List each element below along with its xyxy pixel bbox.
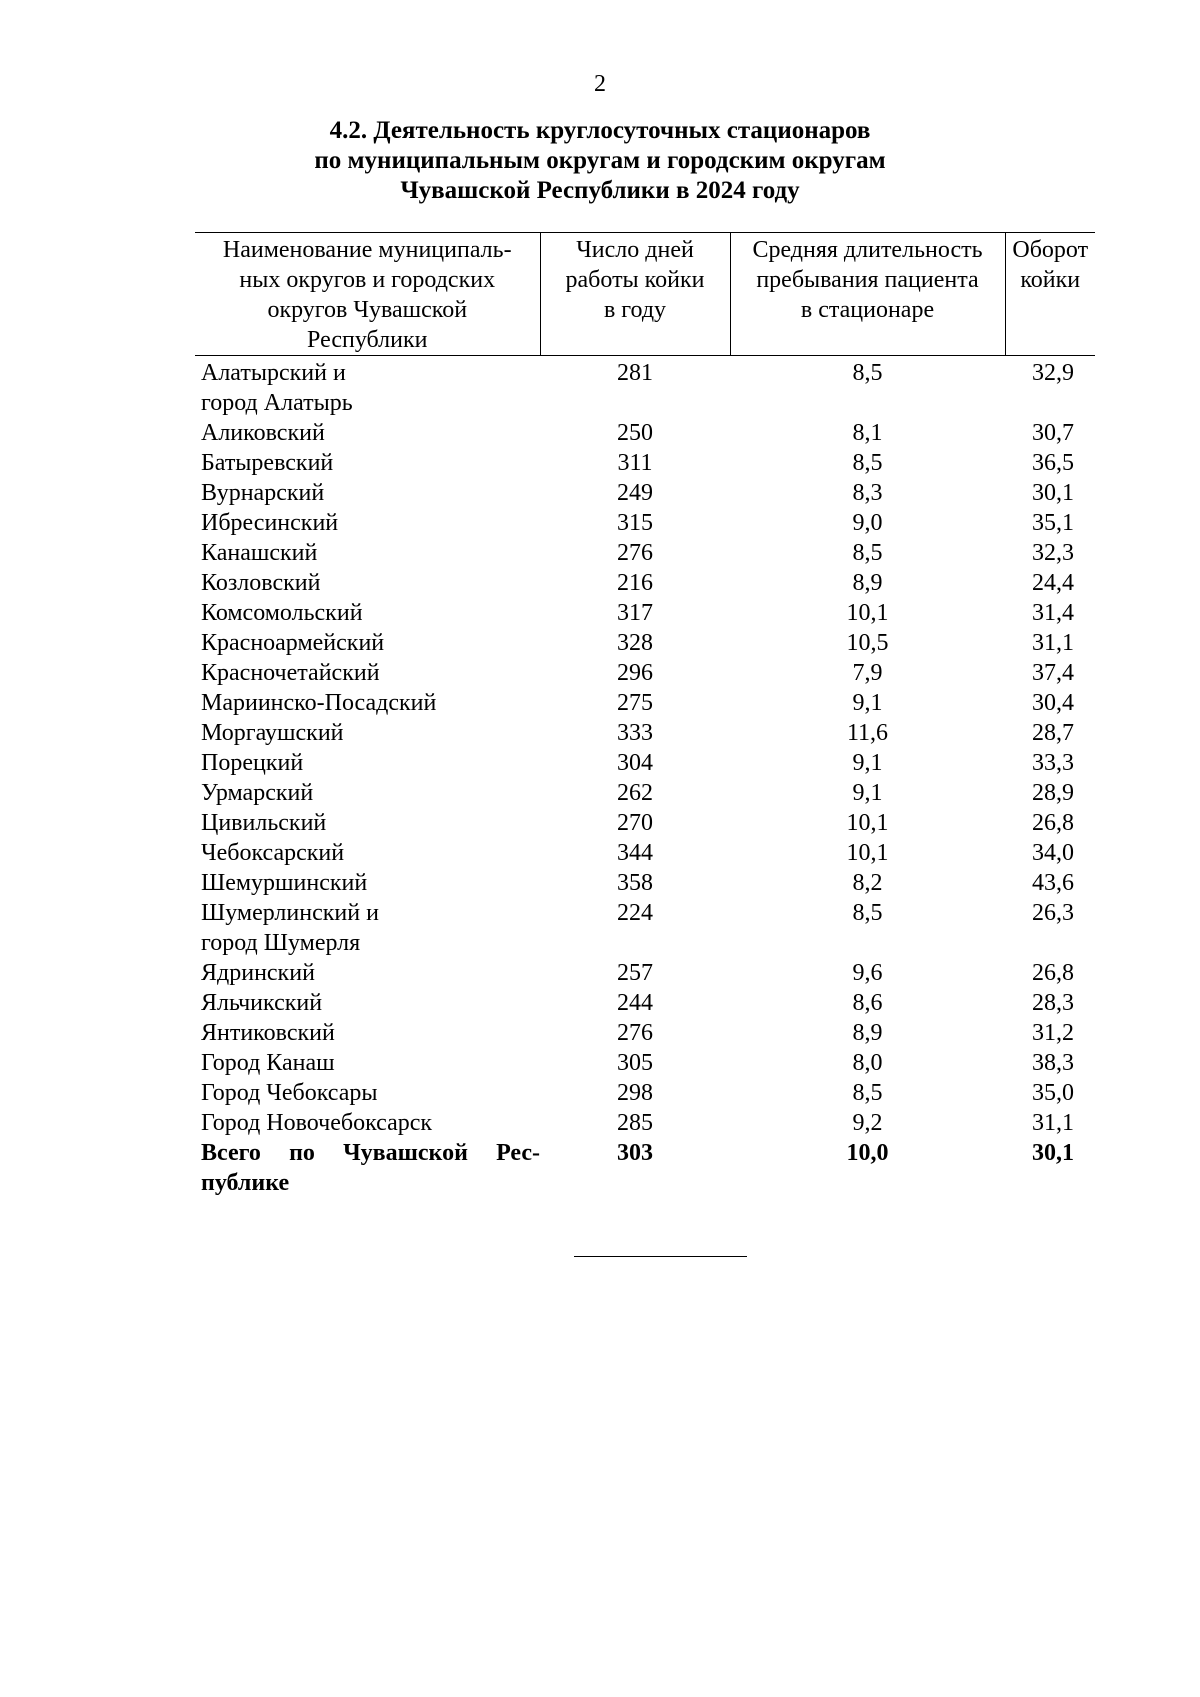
district-name-cell	[195, 838, 540, 868]
table-row	[195, 958, 1095, 988]
avg-stay-cell: 8,1	[852, 420, 883, 446]
district-name-cell	[195, 748, 540, 778]
avg-stay-cell: 10,1	[846, 600, 889, 626]
bed-days-cell: 270	[617, 810, 653, 836]
bed-turnover-cell: 32,9	[1032, 360, 1074, 386]
bed-turnover-cell: 30,1	[1032, 480, 1074, 506]
avg-stay-cell: 8,5	[852, 1080, 883, 1106]
table-row	[195, 868, 1095, 898]
district-name-line: Ибресинский	[201, 510, 339, 536]
district-name-line: Комсомольский	[201, 600, 363, 626]
bed-days-cell: 358	[617, 870, 653, 896]
table-row	[195, 508, 1095, 538]
district-name-cell	[195, 568, 540, 598]
district-name-line: Город Новочебоксарск	[201, 1110, 433, 1136]
avg-stay-cell: 9,1	[852, 750, 883, 776]
bed-turnover-cell: 34,0	[1032, 840, 1074, 866]
district-name-line: город Шумерля	[201, 930, 361, 956]
district-name-line: Красночетайский	[201, 660, 380, 686]
district-name-line: Шумерлинский и	[201, 900, 379, 926]
bed-turnover-cell: 33,3	[1032, 750, 1074, 776]
title-line: 4.2. Деятельность круглосуточных стационаров	[329, 117, 871, 144]
table-row	[195, 658, 1095, 688]
district-name-cell	[195, 1048, 540, 1078]
avg-stay-cell: 9,1	[852, 780, 883, 806]
avg-stay-cell: 8,9	[852, 570, 883, 596]
bed-turnover-cell: 31,4	[1032, 600, 1074, 626]
header-avg-stay: Средняя длительность пребывания пациента в стационаре	[730, 233, 1005, 356]
bed-days-cell: 296	[617, 660, 653, 686]
district-name-cell	[195, 988, 540, 1018]
bed-days-cell: 317	[617, 600, 653, 626]
table-row	[195, 988, 1095, 1018]
district-name-cell	[195, 658, 540, 688]
district-name-cell	[195, 538, 540, 568]
bed-turnover-cell: 26,8	[1032, 960, 1074, 986]
header-bed-days: Число дней работы койки в году	[540, 233, 730, 356]
total-bed-turnover: 30,1	[1032, 1140, 1074, 1166]
bed-turnover-cell: 31,1	[1032, 630, 1074, 656]
title-line: по муниципальным округам и городским округам	[314, 147, 886, 174]
district-name-line: Батыревский	[201, 450, 334, 476]
avg-stay-cell: 8,0	[852, 1050, 883, 1076]
bed-turnover-cell: 35,1	[1032, 510, 1074, 536]
district-name-cell	[195, 1078, 540, 1108]
avg-stay-cell: 8,5	[852, 900, 883, 926]
district-name-line: Порецкий	[201, 750, 304, 776]
header-row	[195, 233, 1095, 356]
avg-stay-cell: 8,3	[852, 480, 883, 506]
bed-turnover-cell: 28,7	[1032, 720, 1074, 746]
table-row	[195, 1108, 1095, 1138]
table-row	[195, 718, 1095, 748]
district-name-line: Ядринский	[201, 960, 315, 986]
district-name-line: Город Канаш	[201, 1050, 335, 1076]
avg-stay-cell: 8,6	[852, 990, 883, 1016]
bed-turnover-cell: 30,7	[1032, 420, 1074, 446]
district-name-cell	[195, 688, 540, 718]
table-body	[195, 356, 1095, 1199]
district-name-line: Город Чебоксары	[201, 1080, 378, 1106]
table-title	[0, 116, 1200, 206]
bed-days-cell: 311	[617, 450, 653, 476]
bed-days-cell: 262	[617, 780, 653, 806]
district-name-cell	[195, 778, 540, 808]
bed-turnover-cell: 43,6	[1032, 870, 1074, 896]
bed-days-cell: 249	[617, 480, 653, 506]
bed-turnover-cell: 37,4	[1032, 660, 1074, 686]
avg-stay-cell: 10,5	[846, 630, 889, 656]
avg-stay-cell: 8,9	[852, 1020, 883, 1046]
table-row	[195, 568, 1095, 598]
district-name-line: Аликовский	[201, 420, 325, 446]
district-name-line: Янтиковский	[201, 1020, 335, 1046]
bed-turnover-cell: 36,5	[1032, 450, 1074, 476]
district-name-line: Шемуршинский	[201, 870, 368, 896]
district-name-line: Вурнарский	[201, 480, 325, 506]
avg-stay-cell: 9,2	[852, 1110, 883, 1136]
bed-turnover-cell: 26,3	[1032, 900, 1074, 926]
bed-turnover-cell: 32,3	[1032, 540, 1074, 566]
table-row	[195, 418, 1095, 448]
bed-days-cell: 328	[617, 630, 653, 656]
bed-days-cell: 315	[617, 510, 653, 536]
table-row	[195, 598, 1095, 628]
bed-days-cell: 298	[617, 1080, 653, 1106]
total-row	[195, 1138, 1095, 1198]
table-row	[195, 538, 1095, 568]
avg-stay-cell: 11,6	[846, 720, 889, 746]
bed-turnover-cell: 31,2	[1032, 1020, 1074, 1046]
district-name-cell	[195, 958, 540, 988]
district-name-cell	[195, 478, 540, 508]
district-name-line: Яльчикский	[201, 990, 323, 1016]
avg-stay-cell: 9,1	[852, 690, 883, 716]
district-name-cell	[195, 628, 540, 658]
district-name-cell	[195, 598, 540, 628]
table-row	[195, 748, 1095, 778]
table-row	[195, 1018, 1095, 1048]
total-bed-days: 303	[617, 1140, 653, 1166]
bed-days-cell: 257	[617, 960, 653, 986]
district-name-line: Красноармейский	[201, 630, 385, 656]
district-name-line: Алатырский и	[201, 360, 346, 386]
district-name-cell	[195, 808, 540, 838]
header-bed-turnover: Оборот койки	[1005, 233, 1095, 356]
bed-turnover-cell: 31,1	[1032, 1110, 1074, 1136]
bed-turnover-cell: 35,0	[1032, 1080, 1074, 1106]
bed-days-cell: 276	[617, 1020, 653, 1046]
district-name-cell	[195, 508, 540, 538]
bed-days-cell: 224	[617, 900, 653, 926]
avg-stay-cell: 8,5	[852, 450, 883, 476]
bed-days-cell: 285	[617, 1110, 653, 1136]
bed-days-cell: 216	[617, 570, 653, 596]
avg-stay-cell: 8,5	[852, 360, 883, 386]
bed-turnover-cell: 30,4	[1032, 690, 1074, 716]
bed-turnover-cell: 24,4	[1032, 570, 1074, 596]
bed-days-cell: 344	[617, 840, 653, 866]
avg-stay-cell: 8,5	[852, 540, 883, 566]
table-row	[195, 356, 1095, 419]
avg-stay-cell: 9,0	[852, 510, 883, 536]
district-name-line: Моргаушский	[201, 720, 344, 746]
district-name-line: Канашский	[201, 540, 318, 566]
district-name-line: Урмарский	[201, 780, 314, 806]
bed-days-cell: 281	[617, 360, 653, 386]
district-name-line: Чебоксарский	[201, 840, 345, 866]
district-name-cell	[195, 448, 540, 478]
bed-days-cell: 304	[617, 750, 653, 776]
table-row	[195, 778, 1095, 808]
district-name-line: Мариинско-Посадский	[201, 690, 437, 716]
bed-turnover-cell: 28,9	[1032, 780, 1074, 806]
end-divider	[574, 1256, 747, 1257]
page-number: 2	[594, 71, 606, 97]
table-row	[195, 1078, 1095, 1108]
table-row	[195, 898, 1095, 958]
district-name-line: Цивильский	[201, 810, 327, 836]
district-name-cell	[195, 418, 540, 448]
district-name-cell	[195, 898, 540, 958]
district-name-cell	[195, 1108, 540, 1138]
bed-days-cell: 275	[617, 690, 653, 716]
table-row	[195, 1048, 1095, 1078]
bed-days-cell: 276	[617, 540, 653, 566]
table-row	[195, 628, 1095, 658]
bed-days-cell: 250	[617, 420, 653, 446]
avg-stay-cell: 8,2	[852, 870, 883, 896]
table-header	[195, 233, 1095, 356]
avg-stay-cell: 9,6	[852, 960, 883, 986]
avg-stay-cell: 10,1	[846, 810, 889, 836]
total-label: Всего по Чувашской Рес-публике	[201, 1140, 540, 1196]
table-row	[195, 838, 1095, 868]
district-name-cell	[195, 868, 540, 898]
bed-days-cell: 305	[617, 1050, 653, 1076]
district-name-line: Козловский	[201, 570, 321, 596]
district-name-cell	[195, 718, 540, 748]
header-district-name: Наименование муниципаль- ных округов и городских округов Чувашской Республики	[195, 233, 540, 356]
district-name-line: город Алатырь	[201, 390, 353, 416]
bed-days-cell: 333	[617, 720, 653, 746]
district-name-cell	[195, 1018, 540, 1048]
bed-turnover-cell: 28,3	[1032, 990, 1074, 1016]
avg-stay-cell: 7,9	[852, 660, 883, 686]
total-avg-stay: 10,0	[846, 1140, 889, 1166]
bed-turnover-cell: 26,8	[1032, 810, 1074, 836]
table-row	[195, 808, 1095, 838]
bed-turnover-cell: 38,3	[1032, 1050, 1074, 1076]
avg-stay-cell: 10,1	[846, 840, 889, 866]
table-row	[195, 688, 1095, 718]
title-line: Чувашской Республики в 2024 году	[400, 177, 800, 204]
bed-days-cell: 244	[617, 990, 653, 1016]
hospital-activity-table	[195, 232, 1095, 1198]
table-row	[195, 448, 1095, 478]
district-name-cell	[195, 356, 540, 419]
table-row	[195, 478, 1095, 508]
